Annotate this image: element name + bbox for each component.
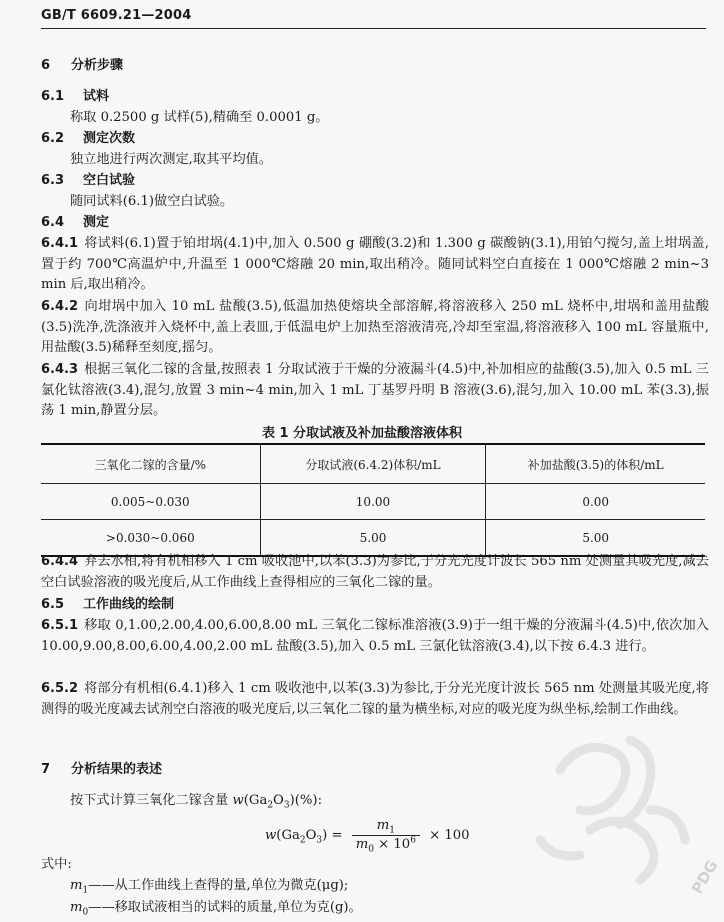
fraction-numerator — [352, 818, 420, 836]
section-title: 工作曲线的绘制 — [83, 597, 175, 612]
section-title: 试料 — [83, 89, 110, 104]
formula-lhs: $w(Ga_2O_3)$ = — [265, 827, 343, 846]
stamp-stroke — [650, 810, 685, 840]
section-6-heading — [41, 56, 123, 76]
content-formula — [265, 818, 470, 853]
table-row — [41, 520, 705, 557]
subscript: 0 — [368, 844, 374, 855]
watermark-text: PDG — [687, 857, 722, 897]
paragraph-number: 6.5.1 — [41, 618, 79, 633]
header-rule — [41, 28, 706, 29]
exponent: 6 — [410, 835, 416, 846]
table-cell: 0.005~0.030 — [41, 484, 260, 520]
symbol-m: m — [70, 878, 83, 893]
section-title: 测定 — [83, 215, 110, 230]
section-number: 6.3 — [41, 173, 65, 188]
paragraph-number: 6.4.1 — [41, 236, 79, 251]
definition-text: ——从工作曲线上查得的量,单位为微克(μg); — [88, 878, 349, 893]
section-6-1-heading — [41, 87, 109, 107]
subscript: 1 — [389, 825, 395, 836]
symbol-w: w — [232, 793, 244, 808]
subscript: 0 — [82, 907, 89, 918]
table-cell: 5.00 — [260, 520, 486, 557]
symbol-m: m — [376, 818, 390, 833]
stamp-stroke — [540, 840, 580, 856]
paragraph-6-5-2 — [41, 679, 709, 720]
paragraph-text: 将部分有机相(6.4.1)移入 1 cm 吸收池中,以苯(3.3)为参比,于分光光度计波长 565 nm 处测量其吸光度,将测得的吸光度减去试剂空白溶液的吸光度后,以三氧化二镓的量为横坐标,对应的吸光度为纵坐标,绘制工作曲线。 — [41, 681, 709, 717]
paragraph-text: 移取 0,1.00,2.00,4.00,6.00,8.00 mL 三氧化二镓标准溶液(3.9)于一组干燥的分液漏斗(4.5)中,依次加入 10.00,9.00,8.00,6.00,4.00,2.00 mL 盐酸(3.5),加入 0.5 mL 三氯化钛溶液(3.4),以下按 6.4.3 进行。 — [41, 618, 709, 654]
section-6-3-heading — [41, 171, 135, 191]
section-6-3-text: 随同试料(6.1)做空白试验。 — [70, 194, 234, 209]
table-header-row — [41, 444, 705, 484]
table-row — [41, 484, 705, 520]
section-6-1-text: 称取 0.2500 g 试样(5),精确至 0.0001 g。 — [70, 110, 329, 125]
subscript: 3 — [316, 835, 323, 846]
section-6-5-heading — [41, 595, 174, 615]
section-number: 6 — [41, 58, 51, 73]
paragraph-text: 根据三氧化二镓的含量,按照表 1 分取试液于干燥的分液漏斗(4.5)中,补加相应的盐酸(3.5),加入 0.5 mL 三氯化钛溶液(3.4),混匀,放置 3 min~4 min,加入 1 mL 丁基罗丹明 B 溶液(3.6),混匀,加入 10.00 mL 苯(3.3),振荡 1 min,静置分层。 — [41, 362, 709, 418]
section-title: 空白试验 — [83, 173, 136, 188]
section-6-2-text: 独立地进行两次测定,取其平均值。 — [70, 152, 273, 167]
formula-fraction — [352, 818, 420, 853]
symbol-m: m — [355, 837, 369, 852]
subscript: 3 — [283, 800, 290, 811]
paragraph-number: 6.5.2 — [41, 681, 79, 696]
fraction-denominator — [352, 836, 420, 853]
definition-text: ——移取试液相当的试料的质量,单位为克(g)。 — [88, 900, 362, 915]
paragraph-6-4-1 — [41, 234, 709, 296]
paragraph-6-4-4 — [41, 552, 709, 593]
symbol-w: w — [265, 827, 277, 843]
intro-suffix: (%): — [294, 793, 323, 808]
table-header-cell: 分取试液(6.4.2)体积/mL — [260, 444, 486, 484]
table-1 — [41, 443, 705, 557]
section-6-2-heading — [41, 129, 135, 149]
table-cell: 5.00 — [486, 520, 705, 557]
stamp-stroke — [620, 740, 651, 825]
table-1-caption: 表 1 分取试液及补加盐酸溶液体积 — [261, 426, 463, 441]
section-number: 7 — [41, 762, 51, 777]
paragraph-number: 6.4.3 — [41, 362, 79, 377]
symbol-o: O — [305, 827, 317, 843]
paragraph-text: 将试料(6.1)置于铂坩埚(4.1)中,加入 0.500 g 硼酸(3.2)和 1.300 g 碳酸钠(3.1),用铂勺搅匀,盖上坩埚盖,置于约 700℃高温炉中,升温至 1 000℃熔融 20 min,取出稍冷。随同试料空白直接在 1 000℃熔融 2 min~3 min 后,取出稍冷。 — [41, 236, 709, 292]
paragraph-text: 弃去水相,将有机相移入 1 cm 吸收池中,以苯(3.3)为参比,于分光光度计波长 565 nm 处测量其吸光度,减去空白试验溶液的吸光度后,从工作曲线上查得相应的三氧化二镓的量。 — [41, 554, 709, 590]
paragraph-6-4-2 — [41, 297, 709, 359]
paragraph-6-4-3 — [41, 360, 709, 422]
table-cell: 10.00 — [260, 484, 486, 520]
where-label: 式中: — [41, 857, 72, 872]
paragraph-text: 向坩埚中加入 10 mL 盐酸(3.5),低温加热使熔块全部溶解,将溶液移入 250 mL 烧杯中,坩埚和盖用盐酸(3.5)洗净,洗涤液并入烧杯中,盖上表皿,于低温电炉上加热至溶液清亮,冷却至室温,将溶液移入 100 mL 容量瓶中,用盐酸(3.5)稀释至刻度,摇匀。 — [41, 299, 709, 355]
section-6-4-heading — [41, 213, 109, 233]
table-cell: >0.030~0.060 — [41, 520, 260, 557]
stamp-stroke — [560, 748, 626, 811]
section-7-heading — [41, 760, 162, 780]
formula-multiplier: × 100 — [429, 827, 470, 843]
times-ten: × 10 — [373, 837, 411, 852]
stamp-stroke — [590, 821, 654, 880]
symbol-ga: Ga — [248, 793, 268, 808]
definition-m0 — [70, 898, 362, 918]
paragraph-number: 6.4.2 — [41, 299, 79, 314]
symbol-ga: Ga — [281, 827, 300, 843]
table-cell: 0.00 — [486, 484, 705, 520]
section-number: 6.2 — [41, 131, 65, 146]
symbol-m: m — [70, 900, 83, 915]
section-title: 分析结果的表述 — [71, 762, 163, 777]
table-header-cell: 补加盐酸(3.5)的体积/mL — [486, 444, 705, 484]
calculation-intro: 按下式计算三氧化二镓含量 $w(Ga_2O_3)(\%)$: — [70, 793, 323, 811]
section-title: 测定次数 — [83, 131, 136, 146]
subscript: 1 — [82, 885, 89, 896]
table-header-cell: 三氧化二镓的含量/% — [41, 444, 260, 484]
section-number: 6.1 — [41, 89, 65, 104]
paragraph-6-5-1 — [41, 616, 709, 657]
symbol-o: O — [273, 793, 284, 808]
intro-text: 按下式计算三氧化二镓含量 — [70, 793, 233, 808]
section-number: 6.5 — [41, 597, 65, 612]
paragraph-number: 6.4.4 — [41, 554, 79, 569]
definition-m1 — [70, 876, 348, 896]
subscript: 2 — [299, 835, 306, 846]
subscript: 2 — [267, 800, 274, 811]
standard-code: GB/T 6609.21—2004 — [41, 8, 192, 23]
section-number: 6.4 — [41, 215, 65, 230]
section-title: 分析步骤 — [71, 58, 124, 73]
